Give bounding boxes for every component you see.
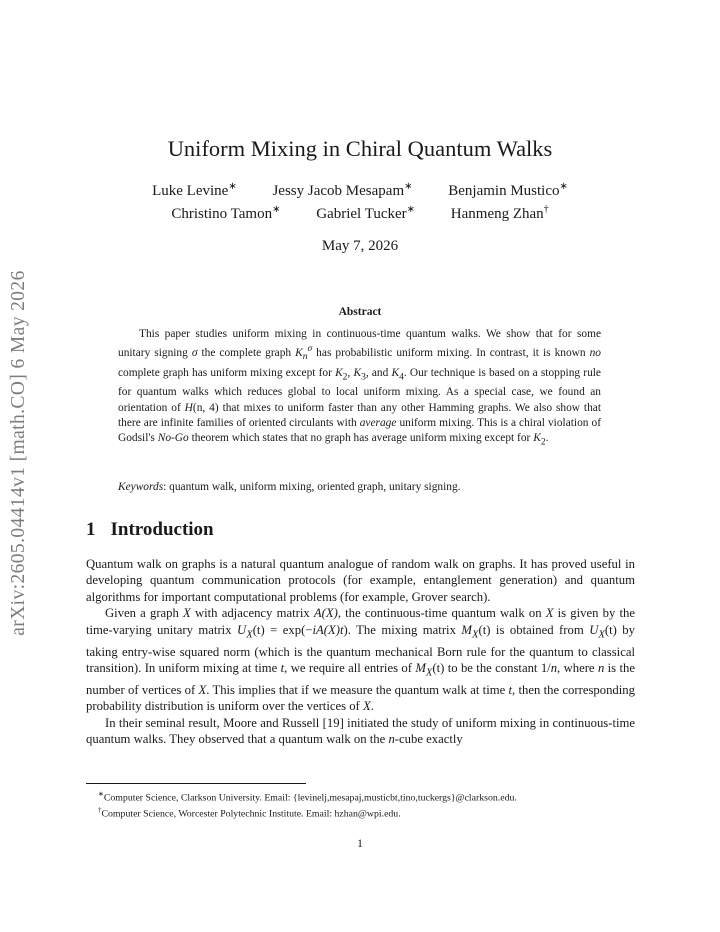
paragraph: In their seminal result, Moore and Russell [19] initiated the study of uniform mixing in continuous-time quantum walks. They observed that a quantum walk on the n-cube exactly <box>86 715 635 747</box>
author: Jessy Jacob Mesapam∗ <box>272 181 413 199</box>
author: Christino Tamon∗ <box>171 204 281 222</box>
section-heading: 1 Introduction <box>86 519 214 540</box>
keywords: Keywords: quantum walk, uniform mixing, oriented graph, unitary signing. <box>118 481 461 493</box>
abstract-heading: Abstract <box>338 306 382 318</box>
footnote: ∗Computer Science, Clarkson University. Email: {levinelj,mesapaj,musticbt,tino,tuckergs}@clarkson.edu. <box>98 790 517 804</box>
author: Hanmeng Zhan† <box>450 204 549 222</box>
intro-body <box>86 556 635 748</box>
arxiv-identifier: arXiv:2605.04414v1 [math.CO] 6 May 2026 <box>8 270 29 636</box>
abstract-text: This paper studies uniform mixing in continuous-time quantum walks. We show that for some unitary signing σ the complete graph $K_n^\sigma$ has probabilistic uniform mixing. In contrast, it is known no complete graph has uniform mixing except for $K_2$, $K_3$, and $K_4$. Our technique is based on a stopping rule for quantum walks which reduces global to local uniform mixing. As a special case, we found an orientation of H(n, 4) that mixes to uniform faster than any other Hamming graphs. We also show that there are infinite families of oriented circulants with average uniform mixing. This is a chiral violation of Godsil's No-Go theorem which states that no graph has average uniform mixing except for $K_2$. <box>118 328 601 448</box>
author: Benjamin Mustico∗ <box>448 181 568 199</box>
author: Gabriel Tucker∗ <box>316 204 416 222</box>
author-row-2 <box>0 204 720 223</box>
footnotes <box>86 788 646 821</box>
author-row-1 <box>0 181 720 200</box>
paragraph: Quantum walk on graphs is a natural quantum analogue of random walk on graphs. It has proved useful in developing quantum communication protocols (for example, entanglement generation) and quantum algorithms for important computational problems (for example, Grover search). <box>86 557 635 604</box>
paper-date: May 7, 2026 <box>321 238 399 254</box>
page-number: 1 <box>357 836 363 850</box>
paragraph: Given a graph X with adjacency matrix A(X), the continuous-time quantum walk on X is given by the time-varying unitary matrix $U_X(t) = \exp(-iA(X)t)$. The mixing matrix $M_X(t)$ is obtained from $U_X(t)$ by taking entry-wise squared norm (which is the quantum mechanical Born rule for the quantum to classical transition). In uniform mixing at time t, we require all entries of $M_X(t)$ to be the constant 1/n, where n is the number of vertices of X. This implies that if we measure the quantum walk at time t, then the corresponding probability distribution is uniform over the vertices of X. <box>86 606 635 714</box>
footnote: †Computer Science, Worcester Polytechnic Institute. Email: hzhan@wpi.edu. <box>98 806 401 820</box>
footnote-rule <box>86 783 306 784</box>
author: Luke Levine∗ <box>152 181 237 199</box>
paper-title: Uniform Mixing in Chiral Quantum Walks <box>167 136 553 161</box>
